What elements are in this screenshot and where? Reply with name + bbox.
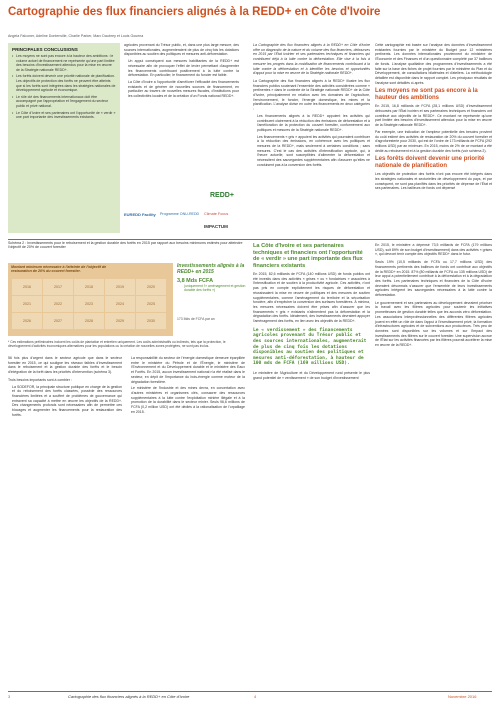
figure-caption: Schéma 2 : Investissements pour le reboisement et la gestion durable des forêts en 2015 par rapport aux besoins minimums estimés pour atteindre l'objectif de 20% de couvert forestier (8, 241, 243, 250)
year-cell: 2020 (136, 279, 166, 295)
year-cell: 2017 (43, 279, 73, 295)
col2-bullet: Le ministère de l'Industrie et des mines devra, en concertation avec d'autres ministères et organismes clés, consacrer des ressources supplémentaires à la lutte contre l'exploitation minière illégale et à la promotion de la durabilité dans le secteur minier. Seuls 96,6 millions de FCFA (0,2 million USD) ont été dédiés à la rationalisation de l'orpaillage en 2015. (131, 386, 245, 414)
redd-logo (210, 184, 244, 204)
col4-paragraph: Cette cartographie est basée sur l'analyse des données d'investissement existantes fournies par le ministère du Budget pour 12 ministères pertinents. Les données internationales proviennent du ministère de l'Économie et des Finances et d'un questionnaire complété par 37 bailleurs de fonds. L'analyse qualitative des programmes d'investissements a été faite sur la base des fiches de projet fournies par le ministère du Plan et du Développement, de consultations bilatérales et d'ateliers. La méthodologie détaillée est disponible dans le rapport complet. Les principaux résultats de l'analyse sont détaillés ci-après. (375, 43, 492, 85)
year-cell: 2019 (105, 279, 135, 295)
page-footer (8, 691, 492, 701)
year-grid (12, 279, 170, 331)
key-message-item: • Les moyens ne sont pas encore à la hauteur des ambitions : le volume actuel de financement ne représente qu'une part limitée des besoins d'investissement attendus pour la mise en œuvre de la Stratégie nationale REDD+. (12, 54, 116, 72)
logos-row (124, 192, 248, 234)
footer-title: Cartographie des flux financiers alignés à la REDD+ en Côte d'Ivoire (68, 694, 190, 699)
col3-paragraph: Le ministère de l'Agriculture et du Développement rural présente le plus grand potentiel de « verdissement » de son budget d'investissement (253, 370, 370, 380)
col2-bullet: La responsabilité du secteur de l'énergie domestique demeure éparpillée entre le ministère du Pétrole et de l'Énergie, le ministère de l'Environnement et du Développement durable et le ministère des Eaux et Forêts. En 2015, aucun investissement national n'a été réalisé dans le secteur, en dépit de l'importance du bois-énergie comme moteur de la dégradation forestière. (131, 356, 245, 384)
needs-label: Montant minimum nécessaire à l'atteinte de l'objectif de restauration de 20% du couvert forestier. (11, 265, 107, 273)
col4-paragraph: Seuls 19% (10,5 milliards de FCFA ou 17,7 millions USD) des financements pertinents des bailleurs de fonds ont contribué aux objectifs de la REDD+ en 2015. 87% (80 milliards de FCFA ou 135 millions USD) de leur appui a potentiellement contribué à la déforestation et à la dégradation des forêts. Les partenaires techniques et financiers de la Côte d'Ivoire devraient désormais s'assurer que l'ensemble de leurs investissements agricoles intègrent les sauvegardes nécessaires à la lutte contre la déforestation. (375, 260, 492, 298)
section-divider (8, 239, 492, 240)
key-message-item: • Le Côte d'Ivoire et ses partenaires ont l'opportunité de « verdir » une part importante des investissements existants. (12, 111, 116, 120)
col2-paragraph: agricoles provenant du Trésor public, et, dans une plus large mesure, des sources internationales, augmenteraient de plus de cinq fois les dotations disponibles au soutien des politiques et mesures anti-déforestation. (124, 43, 239, 57)
col4-bottom (375, 243, 492, 348)
year-cell: 2029 (105, 313, 135, 329)
unredd-logo: Programme ONU-REDD (160, 212, 200, 216)
col4-top (375, 43, 492, 191)
pull-quote: Le « verdissement » des financements agricoles provenant du Trésor public et des sources internationales, augmenterait de plus de cinq fois les dotations disponibles au soutien des politiques et mesures anti-déforestation, à hauteur de 100 mds de FCFA (169 millions USD). (253, 327, 367, 367)
panel-sub: (uniquement l'« aménagement et gestion durable des forêts ») (184, 284, 246, 293)
footer-date: Novembre 2016 (448, 694, 477, 699)
impactum-logo: IMPACTUM (204, 224, 228, 229)
section-heading: Les forêts doivent devenir une priorité nationale de planification (375, 156, 485, 170)
year-cell: 2024 (105, 296, 135, 312)
aligned-panel (174, 263, 248, 336)
investment-figure (8, 263, 248, 336)
year-cell: 2021 (12, 296, 42, 312)
key-messages-box (8, 43, 120, 233)
col3-top (253, 43, 370, 168)
redd-logo-text: REDD+ (210, 192, 234, 199)
col1-paragraph: 56 fois plus d'argent dans le secteur agricole que dans le secteur forestier en 2015, ce qui souligne les niveaux faibles d'investissement dans le reboisement et la gestion durable des forêts et le besoin d'intégration de la forêt dans les priorités d'intervention (schéma 3). (8, 356, 122, 375)
col3-paragraph: En 2015, 82,6 milliards de FCFA (140 millions USD) de fonds publics ont été investis dans des activités « grises » ou « fondatrices » associées à l'intensification et de soutien à la productivité agricole. Ces activités, n'ont pas pris en compte explicitement les risques de déforestation et réussissaient la mise en œuvre de politiques et des mesures de soutien supplémentaires, comme l'aménagement du territoire et la sécurisation foncière, afin d'empêcher la conversion des surfaces forestières. À minima, les mesures nécessaires doivent être prises afin d'assurer que les financements « gris » existants n'alimentent pas la déforestation et la dégradation des forêts. Idéalement, des investissements devraient appuyer l'aménagement des forêts, en lien avec les objectifs de la REDD+. (253, 272, 370, 324)
key-messages-heading: PRINCIPALES CONCLUSIONS (12, 47, 78, 52)
year-cell: 2028 (74, 313, 104, 329)
col3-bottom (253, 243, 370, 380)
col3-paragraph: La Cartographie des flux financiers alignés à la REDD+ illustre les flux financiers publics soutenant l'ensemble des activités considérées comme « pertinentes » dans le contexte de la Stratégie nationale REDD+ de la Côte d'Ivoire, principalement en relation avec les domaines de l'agriculture, l'environnement, le foncier, l'énergie domestique, les mines et la planification. L'analyse divise en outre les financements en deux catégories : (253, 78, 370, 112)
authors-line: Angela Falconer, Adeline Dontenville, Charlie Parker, Marc Daubrey et Louis Gouena (8, 34, 144, 38)
right-page-number: 4 (254, 694, 257, 699)
col2-bullet: La Côte d'Ivoire a l'opportunité d'améliorer l'efficacité des financements existants et de générer de nouvelles sources de financement, en particulier au travers de nouvelles mesures fiscales, d'institutions pour les collectivités locales et de la création d'un Fonds national REDD+. (128, 79, 239, 99)
col4-paragraph: Le gouvernement et ses partenaires au développement devraient prioriser la travail avec les filières agricoles pour soutenir les initiatives prometteuses de gestion durable telles que les accords zéro déforestation. Les associations interprofessionnelles des différentes filières agricoles jouent en effet un rôle de dans l'appui à l'investissement privé, la formation d'infrastructures agricoles et de subventions aux producteurs. Très peu de données sont disponibles sur les volumes et sur l'impact des investissements des filières sur le couvert forestier. Une supervision accrue de l'État sur les activités financées par les filières pourrait accélérer la mise en œuvre de la REDD+. (375, 300, 492, 348)
year-cell: 2025 (136, 296, 166, 312)
col2-bottom (127, 356, 245, 414)
panel-title: Investissements alignés à la REDD+ en 2015 (177, 263, 245, 275)
footer-rule (8, 691, 492, 692)
euredd-logo: EUREDD Facility (124, 212, 156, 217)
year-cell: 2027 (43, 313, 73, 329)
col3-intro: La Cartographie des flux financiers alignés à la REDD+ en Côte d'Ivoire offre un diagnostic de la nature et du volume des flux financiers, débourses en 2015 par l'État ivoirien et ses partenaires techniques et financiers qui contribuent déjà à la lutte contre la déforestation. Elle vise à la fois à mesurer les progrès dans la mobilisation de financements contribuant à la lutte contre la déforestation et à identifier les besoins et opportunités d'appui pour la mise en œuvre de la Stratégie nationale REDD+. (253, 43, 370, 76)
year-cell: 2016 (12, 279, 42, 295)
year-cell: 2030 (136, 313, 166, 329)
col3-bullet: Les financements alignés à la REDD+ appuient les activités qui contribuent clairement à la réduction des émissions de déforestation et à l'amélioration de la protection du couvert forestier, conformément aux politiques et mesures de la Stratégie nationale REDD+. (257, 113, 370, 132)
key-message-item: • Le rôle clé des financements internationaux doit être accompagné par l'appropriation et l'engagement du secteur public et privé national. (12, 95, 116, 109)
col2-bullet: Un appui conséquent aux mesures habilitantes de la REDD+ est nécessaire afin de provoquer l'effet de levier permettant d'augmenter les financements contribuant positivement à la lutte contre la déforestation. En particulier, le financement du foncier est faible. (128, 59, 239, 78)
panel-value: 3,8 Mds FCFA (177, 278, 214, 284)
year-cell: 2023 (74, 296, 104, 312)
year-cell: 2026 (12, 313, 42, 329)
col1-bottom (8, 356, 122, 417)
needs-area (8, 263, 173, 336)
col4-paragraph: Par exemple, une indication de l'ampleur potentielle des besoins provient du coût estimé des activités de restauration de 20% du couvert forestier et d'agroforesterie pour 2030, qui est de l'ordre de 173 milliards de FCFA (292 millions USD) par an minimum. En 2015, moins de 2% de ce montant a été dédié au reboisement et à la gestion durable des forêts (voir schéma 2). (375, 129, 492, 153)
panel-bottom: 173 Mds de FCFA par an (177, 317, 215, 321)
figure-note: * Ces estimations préliminaires incluent les coûts de plantation et entretien uniquement. Les coûts administratifs ou indirects, tels que la protection, le développement d'activités économiques alternatives pour les populations ou la création de nouvelles zones protégées, ne sont pas inclus. (8, 340, 226, 349)
key-message-item: • Les forêts doivent devenir une priorité nationale de planification. Les objectifs de protection des forêts ne peuvent être atteints que si les forêts sont intégrées dans les stratégies nationales de développement agricole et économique. (12, 74, 116, 92)
col4-paragraph: Les objectifs de protection des forêts n'ont pas encore été intégrés dans les stratégies nationales et sectorielles de développement du pays, et par conséquent, ne sont pas planifiés dans les priorités de dépense de l'État et ses partenaires. Les bailleurs de fonds ont dépensé (375, 172, 492, 191)
col3-bullet: Les financements « gris » appuient les activités qui pourraient contribuer à la réduction des émissions, en cohérence avec les politiques et mesures de la REDD+, mais seulement à certaines conditions ; sans mesures. C'est le cas des activités d'intensification agricole, qui, à l'heure actuelle, sont susceptibles d'alimenter la déforestation et nécessitent des sauvegardes supplémentaires afin d'assurer qu'elles ne conduisent pas à la conversion des forêts. (257, 134, 370, 167)
climate-focus-logo: Climate Focus (204, 212, 229, 216)
left-page-number: 3 (8, 694, 11, 699)
section-heading: Les moyens ne sont pas encore à la hauteur des ambitions (375, 88, 478, 102)
col4-paragraph: En 2015, le ministère a dépensé 73,5 milliards de FCFA (179 millions USD), soit 89% de son budget d'investissement) dans des activités « grises », qui devront tenir compte des objectifs REDD+ dans le futur. (375, 243, 493, 257)
year-cell: 2022 (43, 296, 73, 312)
year-cell: 2018 (74, 279, 104, 295)
col1-bullet: La SODEFOR, la principale structure publique en charge de la gestion et du reboisement des forêts classées, possède des ressources financières limitées et a souffert de problèmes de gouvernance qui entravent sa capacité à mettre en œuvre les objectifs de la REDD+. Des changements profonds sont nécessaires afin de permettre ces blocages et augmenter les financements pour la restauration des forêts. (12, 384, 122, 417)
opportunity-heading: La Côte d'Ivoire et ses partenaires techniques et financiers ont l'opportunité de « verdir » une part importante des flux financiers existants (253, 243, 363, 269)
col2-top (124, 43, 239, 99)
document-title: Cartographie des flux financiers alignés à la REDD+ en Côte d'Ivoire (8, 6, 381, 18)
col1-paragraph: Trois besoins importants sont à combler : (8, 377, 72, 382)
col4-paragraph: En 2015, 16,8 milliards de FCFA (28,1 millions USD) d'investissement déboursés par l'État ivoirien et ses partenaires techniques et financiers ont contribué aux objectifs de la REDD+. Ce montant ne représente qu'une part limitée des besoins d'investissement attendus pour la mise en œuvre de la Stratégie nationale REDD+. (375, 104, 492, 128)
